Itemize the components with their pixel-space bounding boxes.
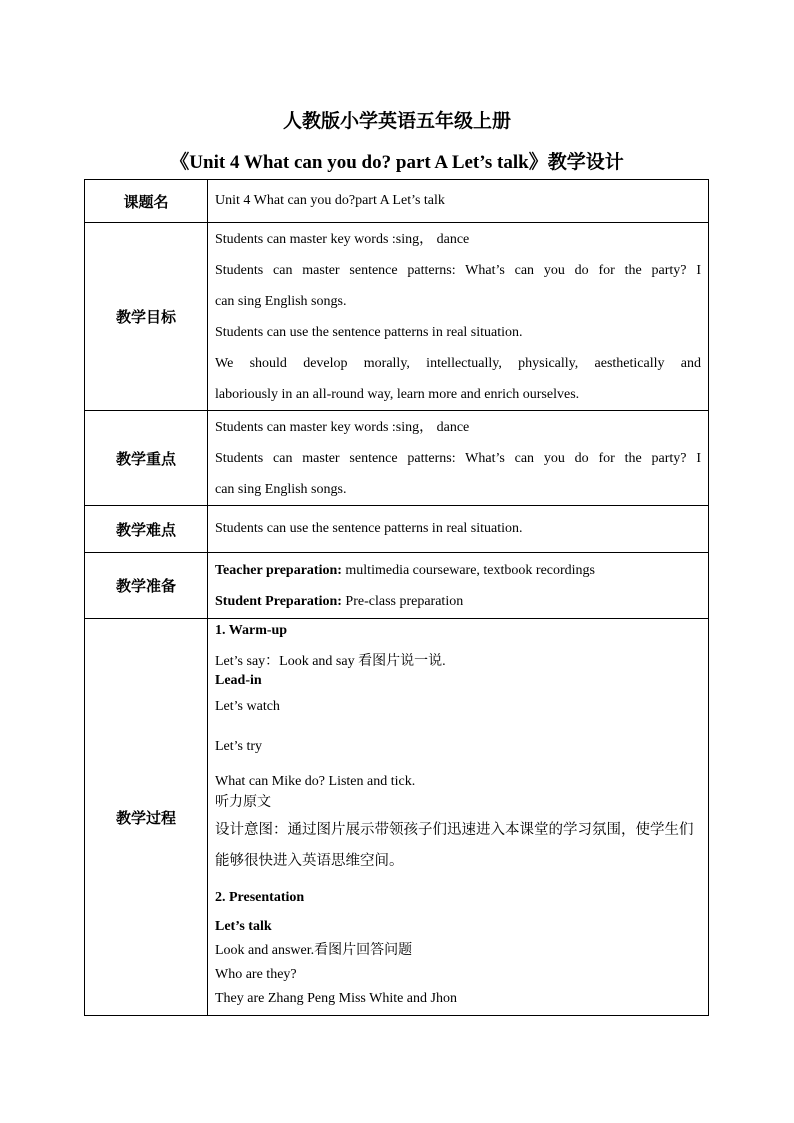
who-are-they-line: Who are they? — [215, 967, 297, 982]
objective-line: We should develop morally, intellectually, physically, aesthetically and — [215, 355, 701, 371]
table-row-objectives — [85, 223, 709, 411]
table-row-difficulties — [85, 506, 709, 553]
key-point-line: can sing English songs. — [215, 481, 347, 497]
teacher-preparation-text: multimedia courseware, textbook recordings — [345, 562, 595, 578]
design-intent-paragraph: 设计意图：通过图片展示带领孩子们迅速进入本课堂的学习氛围，使学生们能够很快进入英语思维空间。 — [215, 822, 694, 869]
row-label-process: 教学过程 — [85, 619, 208, 1016]
objective-line: laboriously in an all-round way, learn more and enrich ourselves. — [215, 386, 580, 402]
topic-text: Unit 4 What can you do?part A Let’s talk — [208, 180, 709, 223]
objectives-content — [208, 223, 709, 411]
look-answer-line: Look and answer.看图片回答问题 — [215, 943, 413, 958]
table-row-preparation — [85, 553, 709, 619]
objective-line: Students can use the sentence patterns in real situation. — [215, 324, 523, 340]
objective-line: Students can master key words :sing， dance — [215, 231, 470, 247]
they-are-line: They are Zhang Peng Miss White and Jhon — [215, 991, 457, 1006]
listen-tick-line: What can Mike do? Listen and tick. — [215, 774, 416, 789]
row-label-topic: 课题名 — [85, 180, 208, 223]
student-preparation — [215, 586, 701, 617]
student-preparation-label: Student Preparation: — [215, 593, 342, 609]
teacher-preparation-label: Teacher preparation: — [215, 562, 342, 578]
row-label-preparation: 教学准备 — [85, 553, 208, 619]
key-points-content — [208, 411, 709, 506]
lesson-plan-table — [84, 179, 709, 1016]
key-point-line: Students can master key words :sing， dance — [215, 419, 470, 435]
lead-in-heading: Lead-in — [215, 673, 262, 688]
objective-line: Students can master sentence patterns: What’s can you do for the party? I — [215, 262, 701, 278]
process-content — [208, 619, 709, 1016]
objective-line: can sing English songs. — [215, 293, 347, 309]
document-title: 人教版小学英语五年级上册 — [282, 110, 511, 132]
table-row-key-points — [85, 411, 709, 506]
table-row-topic — [85, 180, 709, 223]
lets-talk-heading: Let’s talk — [215, 919, 272, 934]
teacher-preparation — [215, 555, 701, 586]
key-point-line: Students can master sentence patterns: What’s can you do for the party? I — [215, 450, 701, 466]
listening-script-line: 听力原文 — [215, 794, 271, 810]
table-row-process — [85, 619, 709, 1016]
lets-try-line: Let’s try — [215, 739, 263, 754]
row-label-difficulties: 教学难点 — [85, 506, 208, 553]
row-label-objectives: 教学目标 — [85, 223, 208, 411]
row-label-key-points: 教学重点 — [85, 411, 208, 506]
presentation-heading: 2. Presentation — [215, 890, 305, 905]
lets-say-line: Let’s say：Look and say 看图片说一说. — [215, 654, 446, 669]
student-preparation-text: Pre-class preparation — [345, 593, 464, 609]
preparation-content — [208, 553, 709, 619]
document-subtitle: 《Unit 4 What can you do? part A Let’s talk》教学设计 — [170, 152, 624, 173]
difficulties-text: Students can use the sentence patterns in real situation. — [208, 506, 709, 553]
lets-watch-line: Let’s watch — [215, 699, 280, 714]
warmup-heading: 1. Warm-up — [215, 623, 288, 638]
